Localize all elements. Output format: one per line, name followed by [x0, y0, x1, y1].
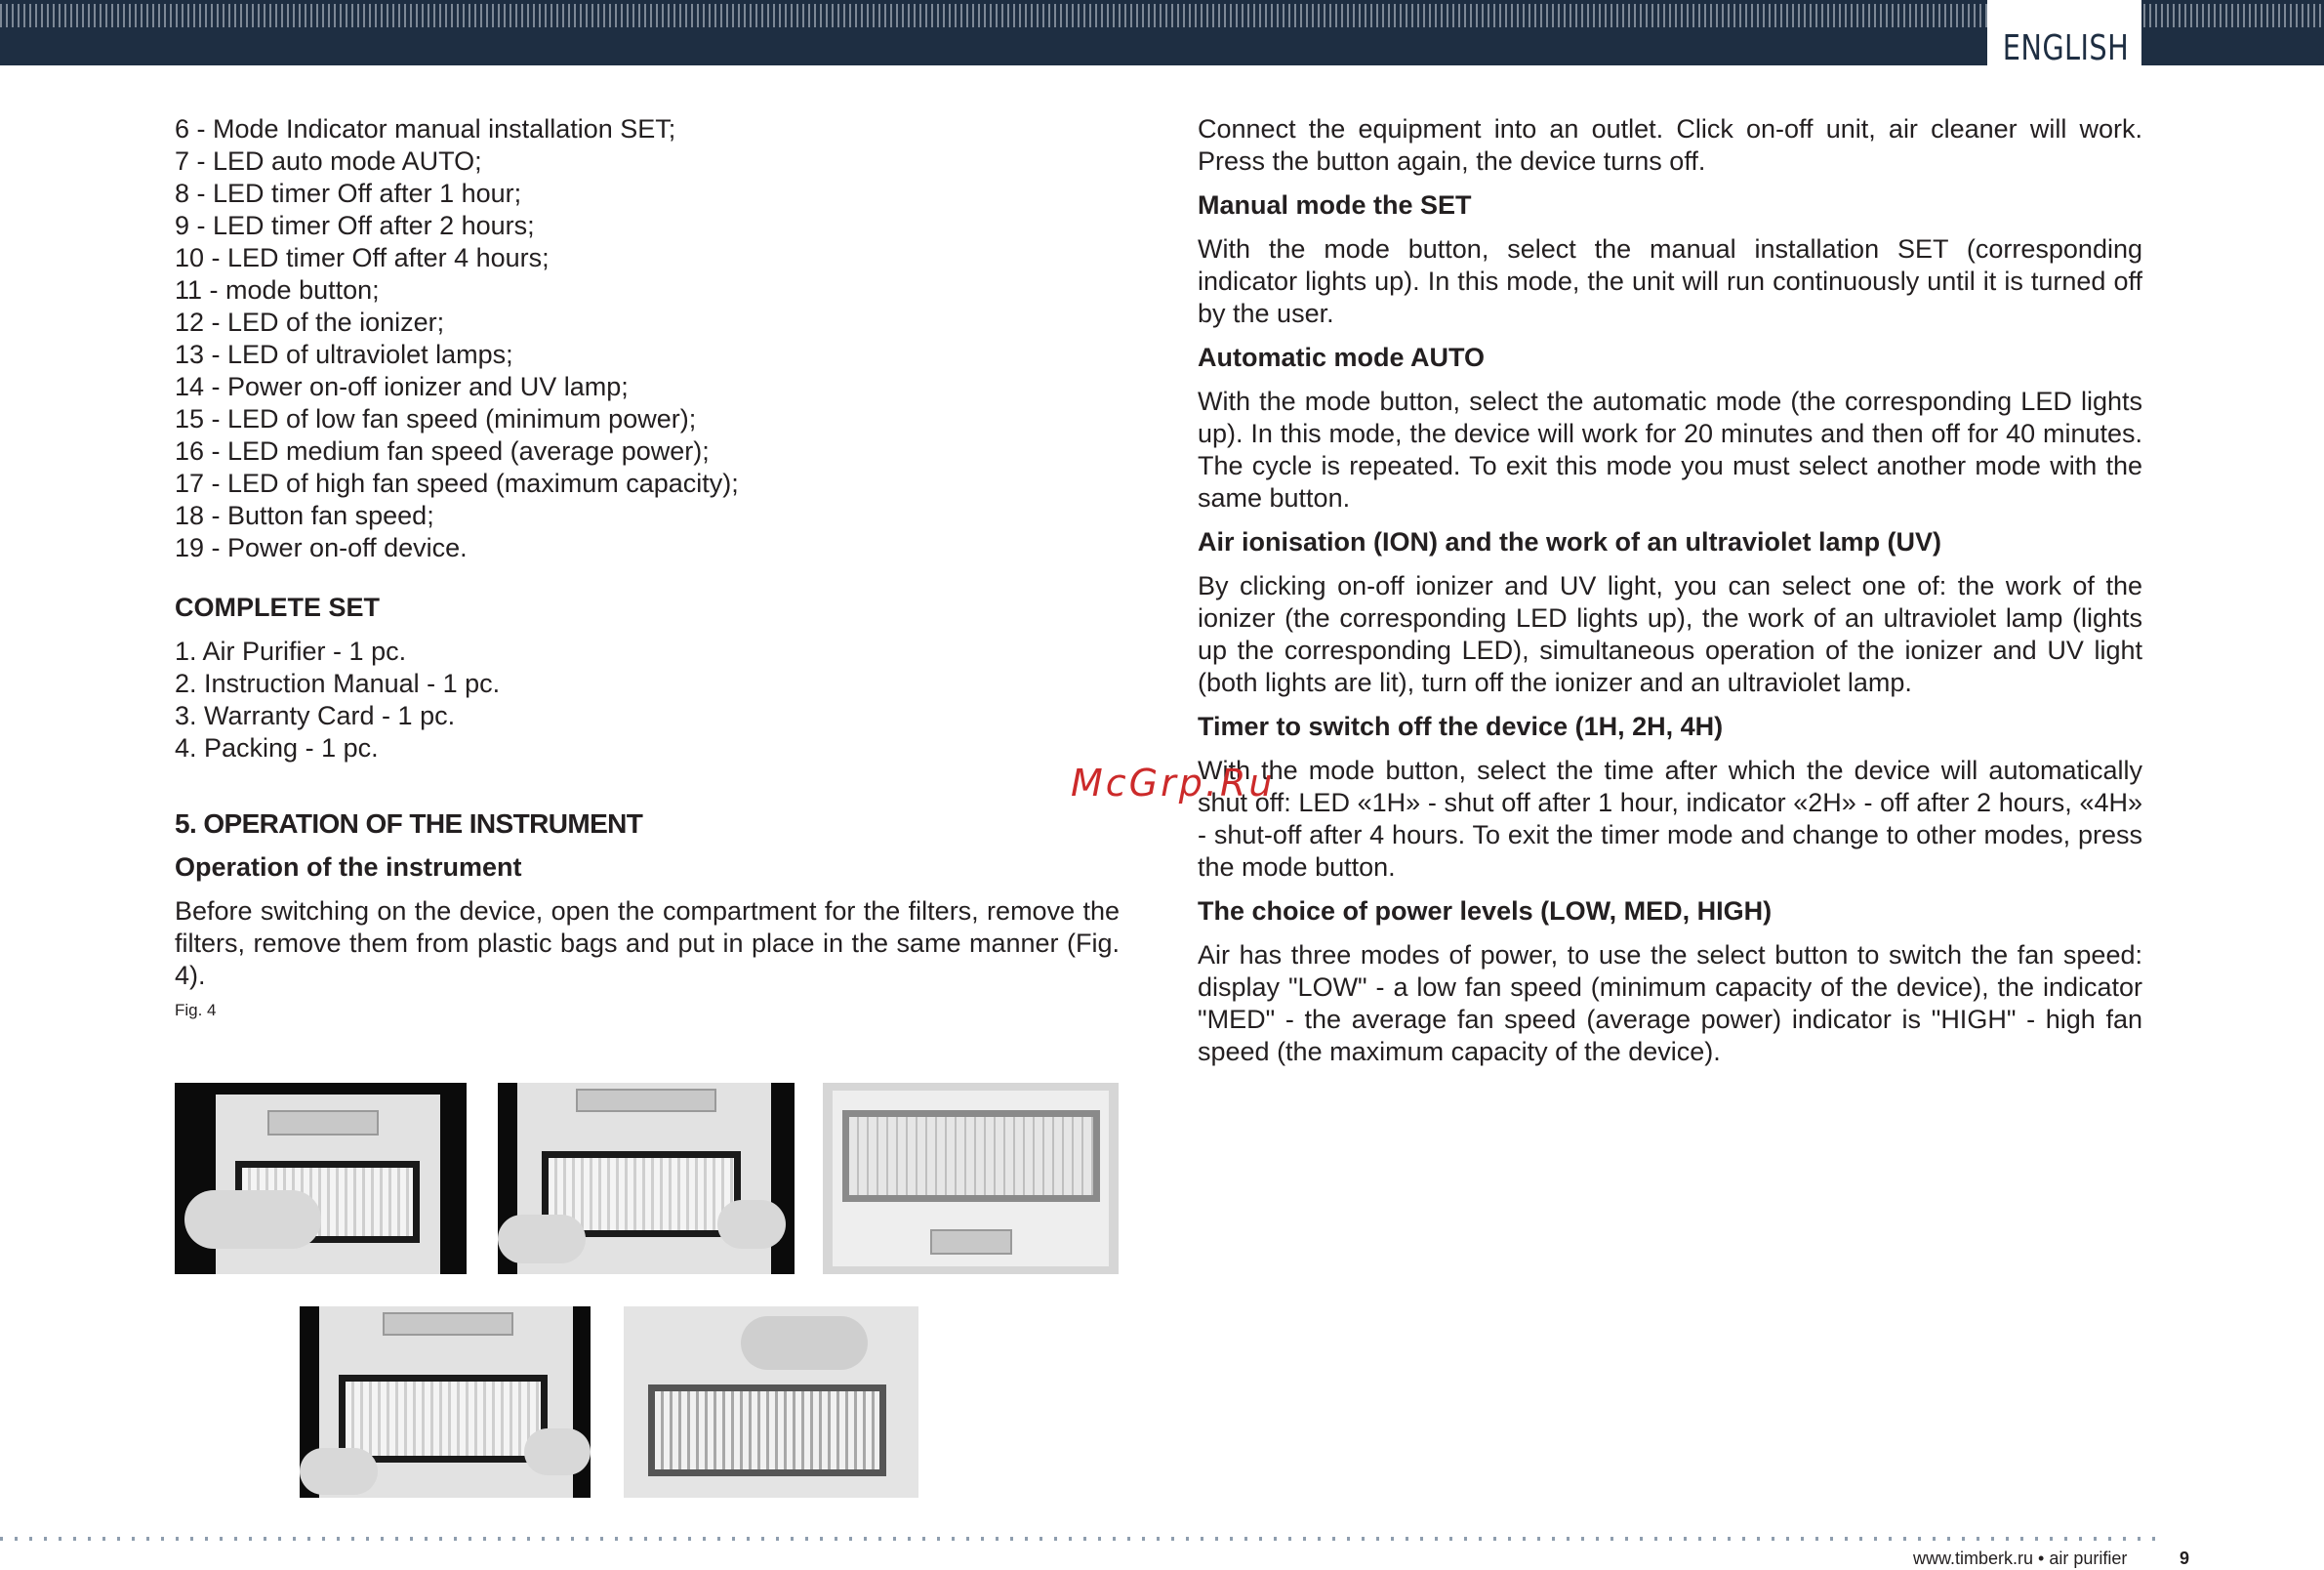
section-title: 5. OPERATION OF THE INSTRUMENT [175, 808, 643, 839]
list-item: 3. Warranty Card - 1 pc. [175, 701, 456, 730]
auto-mode-title: Automatic mode AUTO [1198, 343, 1486, 372]
right-column [1198, 113, 2142, 1068]
list-item: 1. Air Purifier - 1 pc. [175, 637, 407, 666]
power-levels-title: The choice of power levels (LOW, MED, HIGH) [1198, 896, 1773, 926]
left-column [175, 113, 1120, 1021]
ionisation-paragraph: By clicking on-off ionizer and UV light, you can select one of: the work of the ionizer (the corresponding LED lights up), the work of an ultraviolet lamp (lights up the corresponding LED), simultaneous operation of the ionizer and UV light (both lights are lit), turn off the ionizer and an ultraviolet lamp. [1198, 571, 2142, 697]
list-item: 8 - LED timer Off after 1 hour; [175, 179, 522, 208]
list-item: 12 - LED of the ionizer; [175, 308, 445, 337]
list-item: 18 - Button fan speed; [175, 501, 434, 530]
intro-paragraph: Connect the equipment into an outlet. Click on-off unit, air cleaner will work. Press the button again, the device turns off. [1198, 114, 2142, 176]
list-item: 16 - LED medium fan speed (average power); [175, 436, 710, 466]
subsection-title: Operation of the instrument [175, 852, 522, 882]
list-item: 6 - Mode Indicator manual installation SET; [175, 114, 676, 144]
language-label: ENGLISH [2002, 28, 2130, 68]
list-item: 9 - LED timer Off after 2 hours; [175, 211, 535, 240]
operation-paragraph: Before switching on the device, open the compartment for the filters, remove the filters, remove them from plastic bags and put in place in the same manner (Fig. 4). [175, 896, 1120, 990]
list-item: 2. Instruction Manual - 1 pc. [175, 669, 501, 698]
complete-set-list [175, 636, 1120, 764]
complete-set-title: COMPLETE SET [175, 593, 381, 622]
list-item: 17 - LED of high fan speed (maximum capacity); [175, 469, 739, 498]
manual-mode-paragraph: With the mode button, select the manual installation SET (corresponding indicator lights up). In this mode, the unit will run continuously until it is turned off by the user. [1198, 234, 2142, 328]
list-item: 14 - Power on-off ionizer and UV lamp; [175, 372, 629, 401]
list-item: 7 - LED auto mode AUTO; [175, 146, 482, 176]
footer-site: www.timberk.ru • air purifier [1913, 1549, 2128, 1568]
header-bar [0, 0, 2324, 65]
list-item: 4. Packing - 1 pc. [175, 733, 379, 763]
watermark: McGrp.Ru [1071, 762, 1276, 805]
figure-photo-3 [823, 1083, 1119, 1274]
list-item: 13 - LED of ultraviolet lamps; [175, 340, 513, 369]
page-number: 9 [2180, 1549, 2190, 1568]
figure-label: Fig. 4 [175, 1001, 217, 1019]
figure-photo-2 [498, 1083, 795, 1274]
ionisation-title: Air ionisation (ION) and the work of an ultraviolet lamp (UV) [1198, 527, 1942, 557]
list-item: 15 - LED of low fan speed (minimum power); [175, 404, 697, 434]
list-item: 19 - Power on-off device. [175, 533, 468, 562]
footer-dotted-divider [0, 1537, 2157, 1541]
timer-title: Timer to switch off the device (1H, 2H, 4H) [1198, 712, 1724, 741]
figure-photo-1 [175, 1083, 467, 1274]
list-item: 11 - mode button; [175, 275, 380, 305]
component-list [175, 113, 1120, 564]
figure-photo-4 [300, 1306, 591, 1498]
language-tab [1987, 0, 2141, 72]
power-levels-paragraph: Air has three modes of power, to use the select button to switch the fan speed: display "LOW" - a low fan speed (minimum capacity of the device), the indicator "MED" - the average fan speed (average power) indicator is "HIGH" - high fan speed (the maximum capacity of the device). [1198, 940, 2142, 1066]
timer-paragraph: With the mode button, select the time after which the device will automatically shut off: LED «1H» - shut off after 1 hour, indicator «2H» - off after 2 hours, «4H» - shut-off after 4 hours. To exit the timer mode and change to other modes, press the mode button. [1198, 756, 2142, 882]
manual-mode-title: Manual mode the SET [1198, 190, 1472, 220]
auto-mode-paragraph: With the mode button, select the automatic mode (the corresponding LED lights up). In this mode, the device will work for 20 minutes and then off for 40 minutes. The cycle is repeated. To exit this mode you must select another mode with the same button. [1198, 387, 2142, 513]
header-hatch-pattern [0, 4, 2324, 27]
list-item: 10 - LED timer Off after 4 hours; [175, 243, 550, 272]
figure-photo-5 [624, 1306, 918, 1498]
